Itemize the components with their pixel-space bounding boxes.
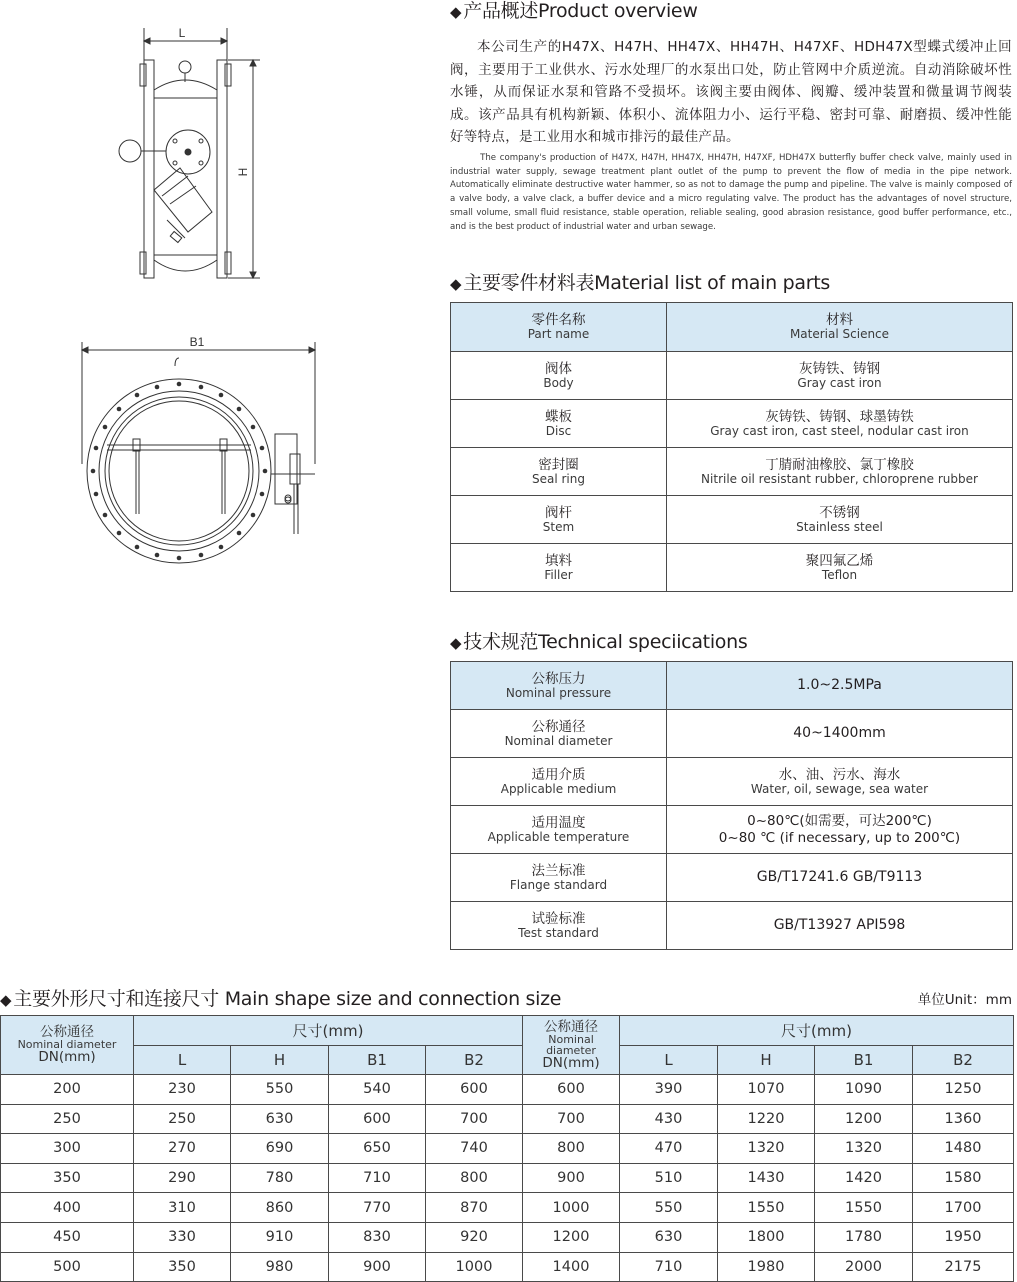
size-cell: 690 xyxy=(231,1134,329,1164)
part-cell: 蝶板 Disc xyxy=(451,400,667,448)
dn-cell: 600 xyxy=(523,1075,620,1105)
valve-front-view-drawing xyxy=(75,334,325,594)
table-row xyxy=(451,544,1013,592)
material-cell: 灰铸铁、铸钢 Gray cast iron xyxy=(667,352,1013,400)
size-cell: 2000 xyxy=(815,1252,913,1282)
dn-cell: 800 xyxy=(523,1134,620,1164)
size-cell: 860 xyxy=(231,1193,329,1223)
size-cell: 710 xyxy=(329,1163,426,1193)
material-cell: 聚四氟乙烯 Teflon xyxy=(667,544,1013,592)
dn-cell: 1000 xyxy=(523,1193,620,1223)
part-cell: 填料 Filler xyxy=(451,544,667,592)
size-cell: 540 xyxy=(329,1075,426,1105)
materials-table xyxy=(450,302,1013,592)
size-cell: 770 xyxy=(329,1193,426,1223)
col-header: L xyxy=(620,1046,718,1075)
label-B1: B1 xyxy=(189,335,205,349)
size-cell: 1980 xyxy=(718,1252,815,1282)
size-cell: 700 xyxy=(426,1104,523,1134)
size-header-right: 尺寸(mm) xyxy=(620,1016,1014,1046)
table-row xyxy=(1,1104,1014,1134)
size-cell: 920 xyxy=(426,1222,523,1252)
overview-title: ◆ 产品概述Product overview xyxy=(450,0,698,22)
table-row xyxy=(1,1193,1014,1223)
size-cell: 1580 xyxy=(913,1163,1014,1193)
table-row xyxy=(451,854,1013,902)
col-header: L xyxy=(134,1046,231,1075)
size-cell: 1070 xyxy=(718,1075,815,1105)
material-cell: 不锈钢 Stainless steel xyxy=(667,496,1013,544)
unit-label: 单位Unit：mm xyxy=(917,992,1012,1008)
part-cell: 阀杆 Stem xyxy=(451,496,667,544)
flange-bolt-holes xyxy=(91,382,268,561)
size-cell: 600 xyxy=(426,1075,523,1105)
size-cell: 910 xyxy=(231,1222,329,1252)
size-cell: 1250 xyxy=(913,1075,1014,1105)
dn-cell: 300 xyxy=(1,1134,134,1164)
size-cell: 1320 xyxy=(815,1134,913,1164)
size-cell: 1220 xyxy=(718,1104,815,1134)
size-cell: 330 xyxy=(134,1222,231,1252)
part-cell: 阀体 Body xyxy=(451,352,667,400)
diamond-bullet-icon: ◆ xyxy=(0,991,12,1009)
table-subheader-row xyxy=(1,1046,1014,1075)
table-row xyxy=(451,902,1013,950)
table-row xyxy=(451,496,1013,544)
overview-cn-text: 本公司生产的H47X、H47H、HH47X、HH47H、H47XF、HDH47X型蝶式缓冲止回阀，主要用于工业供水、污水处理厂的水泵出口处，防止管网中介质逆流。自动消除破坏性水锤，从而保证水泵和管路不受损坏。该阀主要由阀体、阀瓣、缓冲装置和微量调节阀装成。该产品具有机构新颖、体积小、流体阻力小、运行平稳、密封可靠、耐磨损、缓冲性能好等特点，是工业用水和城市排污的最佳产品。 xyxy=(450,39,1012,145)
table-row xyxy=(1,1252,1014,1282)
overview-en-text: The company's production of H47X, H47H, HH47X, HH47H, H47XF, HDH47X butterfly buffer check valve, mainly used in industrial water supply, sewage treatment plant outlet of the pump to prevent the flow of media in the pipe network. Automatically eliminate destructive water hammer, so as not to damage the pump and pipeline. The valve is mainly composed of a valve body, a valve clack, a buffer device and a micro regulating valve. The product has the advantages of novel structure, small volume, small fluid resistance, stable operation, reliable sealing, good abrasion resistance, good buffer performance, etc., and is the best product of industrial water and urban sewage. xyxy=(450,153,1012,232)
col-header: H xyxy=(231,1046,329,1075)
table-row xyxy=(1,1222,1014,1252)
col-header: B1 xyxy=(815,1046,913,1075)
dimensions-body xyxy=(1,1075,1014,1282)
size-cell: 650 xyxy=(329,1134,426,1164)
spec-value-cell: 0~80℃(如需要，可达200℃) 0~80 ℃ (if necessary, up to 200℃) xyxy=(667,806,1013,854)
spec-value-cell: GB/T13927 API598 xyxy=(667,902,1013,950)
table-row xyxy=(451,448,1013,496)
size-cell: 550 xyxy=(620,1193,718,1223)
size-cell: 350 xyxy=(134,1252,231,1282)
diamond-bullet-icon: ◆ xyxy=(450,3,462,21)
size-cell: 510 xyxy=(620,1163,718,1193)
diamond-bullet-icon: ◆ xyxy=(450,634,462,652)
spec-value-cell: GB/T17241.6 GB/T9113 xyxy=(667,854,1013,902)
header-part: 零件名称 Part name xyxy=(451,303,667,352)
size-cell: 1700 xyxy=(913,1193,1014,1223)
dn-cell: 400 xyxy=(1,1193,134,1223)
size-cell: 290 xyxy=(134,1163,231,1193)
size-cell: 1550 xyxy=(718,1193,815,1223)
size-cell: 1430 xyxy=(718,1163,815,1193)
size-header-left: 尺寸(mm) xyxy=(134,1016,523,1046)
diamond-bullet-icon: ◆ xyxy=(450,275,462,293)
dn-cell: 200 xyxy=(1,1075,134,1105)
size-cell: 550 xyxy=(231,1075,329,1105)
table-row xyxy=(1,1163,1014,1193)
dn-cell: 450 xyxy=(1,1222,134,1252)
size-cell: 1800 xyxy=(718,1222,815,1252)
size-cell: 250 xyxy=(134,1104,231,1134)
size-cell: 390 xyxy=(620,1075,718,1105)
size-cell: 800 xyxy=(426,1163,523,1193)
dn-cell: 1200 xyxy=(523,1222,620,1252)
material-cell: 丁腈耐油橡胶、氯丁橡胶 Nitrile oil resistant rubber, chloroprene rubber xyxy=(667,448,1013,496)
spec-label-cell: 适用温度 Applicable temperature xyxy=(451,806,667,854)
dn-cell: 350 xyxy=(1,1163,134,1193)
size-cell: 630 xyxy=(231,1104,329,1134)
table-row xyxy=(451,806,1013,854)
table-header-row xyxy=(1,1016,1014,1046)
size-cell: 1320 xyxy=(718,1134,815,1164)
size-cell: 630 xyxy=(620,1222,718,1252)
table-row xyxy=(1,1075,1014,1105)
spec-label-cell: 法兰标准 Flange standard xyxy=(451,854,667,902)
size-cell: 710 xyxy=(620,1252,718,1282)
col-header: B2 xyxy=(426,1046,523,1075)
size-cell: 1420 xyxy=(815,1163,913,1193)
size-cell: 2175 xyxy=(913,1252,1014,1282)
size-cell: 470 xyxy=(620,1134,718,1164)
dn-cell: 900 xyxy=(523,1163,620,1193)
header-material: 材料 Material Science xyxy=(667,303,1013,352)
tech-spec-table xyxy=(450,661,1013,950)
material-cell: 灰铸铁、铸钢、球墨铸铁 Gray cast iron, cast steel, nodular cast iron xyxy=(667,400,1013,448)
table-row xyxy=(451,400,1013,448)
label-L: L xyxy=(178,26,186,40)
col-header: B2 xyxy=(913,1046,1014,1075)
size-cell: 1000 xyxy=(426,1252,523,1282)
table-header-row xyxy=(451,303,1013,352)
size-cell: 980 xyxy=(231,1252,329,1282)
size-cell: 1950 xyxy=(913,1222,1014,1252)
col-header: H xyxy=(718,1046,815,1075)
part-cell: 密封圈 Seal ring xyxy=(451,448,667,496)
size-cell: 1550 xyxy=(815,1193,913,1223)
table-row xyxy=(1,1134,1014,1164)
size-cell: 1090 xyxy=(815,1075,913,1105)
spec-value-cell: 40~1400mm xyxy=(667,710,1013,758)
spec-label-cell: 公称压力 Nominal pressure xyxy=(451,662,667,710)
spec-value-cell: 水、油、污水、海水 Water, oil, sewage, sea water xyxy=(667,758,1013,806)
size-cell: 1200 xyxy=(815,1104,913,1134)
dims-title: ◆ 主要外形尺寸和连接尺寸 Main shape size and connection size xyxy=(0,988,562,1010)
size-cell: 1480 xyxy=(913,1134,1014,1164)
table-row xyxy=(451,352,1013,400)
size-cell: 870 xyxy=(426,1193,523,1223)
valve-side-view-drawing xyxy=(100,20,270,290)
size-cell: 900 xyxy=(329,1252,426,1282)
materials-title: ◆ 主要零件材料表Material list of main parts xyxy=(450,272,830,294)
spec-label-cell: 适用介质 Applicable medium xyxy=(451,758,667,806)
size-cell: 1360 xyxy=(913,1104,1014,1134)
dimensions-table xyxy=(0,1015,1014,1282)
dn-cell: 250 xyxy=(1,1104,134,1134)
table-row xyxy=(451,662,1013,710)
label-H: H xyxy=(236,167,250,177)
dn-cell: 700 xyxy=(523,1104,620,1134)
dn-cell: 1400 xyxy=(523,1252,620,1282)
size-cell: 430 xyxy=(620,1104,718,1134)
size-cell: 270 xyxy=(134,1134,231,1164)
table-row xyxy=(451,758,1013,806)
size-cell: 600 xyxy=(329,1104,426,1134)
size-cell: 230 xyxy=(134,1075,231,1105)
dn-header-left: 公称通径 Nominal diameter DN(mm) xyxy=(1,1016,134,1075)
size-cell: 1780 xyxy=(815,1222,913,1252)
size-cell: 780 xyxy=(231,1163,329,1193)
col-header: B1 xyxy=(329,1046,426,1075)
table-row xyxy=(451,710,1013,758)
dn-cell: 500 xyxy=(1,1252,134,1282)
size-cell: 830 xyxy=(329,1222,426,1252)
spec-label-cell: 试验标准 Test standard xyxy=(451,902,667,950)
spec-label-cell: 公称通径 Nominal diameter xyxy=(451,710,667,758)
size-cell: 740 xyxy=(426,1134,523,1164)
dn-header-right: 公称通径 Nominal diameter DN(mm) xyxy=(523,1016,620,1075)
tech-title: ◆ 技术规范Technical speciications xyxy=(450,631,748,653)
spec-value-cell: 1.0~2.5MPa xyxy=(667,662,1013,710)
size-cell: 310 xyxy=(134,1193,231,1223)
